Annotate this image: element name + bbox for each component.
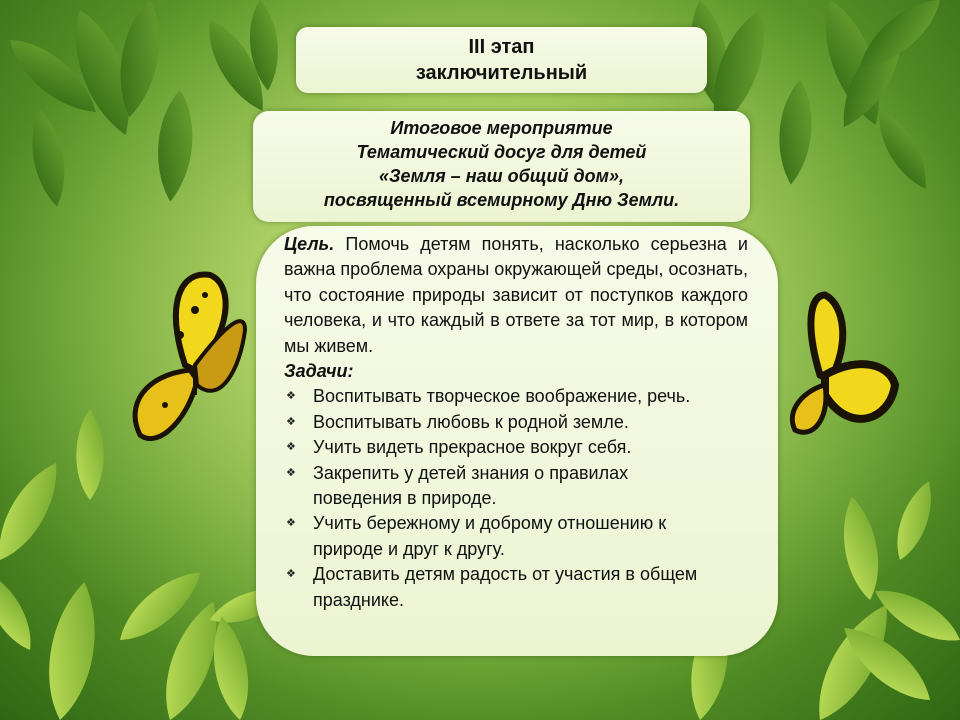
stage-subtitle: заключительный (415, 62, 588, 84)
task-item (284, 562, 748, 613)
event-line-2: Тематический досуг для детей (356, 142, 647, 162)
diamond-bullet-icon: ❖ (286, 466, 296, 479)
goal-text: Помочь детям понять, насколько серьезна и важна проблема охраны окружающей среды, осознать, что состояние природы зависит от поступков каждого человека, и что каждый в ответе за тот мир, в котором мы живем. (284, 234, 748, 356)
task-text: Доставить детям радость от участия в общем празднике. (313, 564, 698, 610)
task-text: Учить бережному и доброму отношению к природе и друг к другу. (313, 513, 667, 559)
stage-title-card (296, 27, 707, 93)
goal-paragraph (284, 232, 748, 359)
diamond-bullet-icon: ❖ (286, 441, 296, 454)
content-text (284, 232, 748, 613)
task-text: Учить видеть прекрасное вокруг себя. (313, 437, 632, 458)
event-line-4: посвященный всемирному Дню Земли. (323, 190, 680, 210)
diamond-bullet-icon: ❖ (286, 415, 296, 428)
task-item (284, 384, 748, 409)
task-item (284, 461, 748, 512)
event-card (253, 111, 750, 222)
task-list (284, 384, 748, 613)
diamond-bullet-icon: ❖ (286, 517, 296, 530)
event-line-1: Итоговое мероприятие (390, 118, 613, 138)
task-text: Воспитывать творческое воображение, речь. (313, 386, 691, 407)
task-item (284, 410, 748, 435)
diamond-bullet-icon: ❖ (286, 568, 296, 581)
diamond-bullet-icon: ❖ (286, 390, 296, 403)
goal-label: Цель. (284, 234, 335, 254)
task-item (284, 511, 748, 562)
tasks-title: Задачи: (284, 361, 354, 382)
task-text: Закрепить у детей знания о правилах поведения в природе. (313, 462, 629, 509)
task-text: Воспитывать любовь к родной земле. (313, 411, 629, 432)
stage-title: III этап (468, 36, 535, 58)
event-line-3: «Земля – наш общий дом», (378, 166, 624, 186)
task-item (284, 435, 748, 460)
